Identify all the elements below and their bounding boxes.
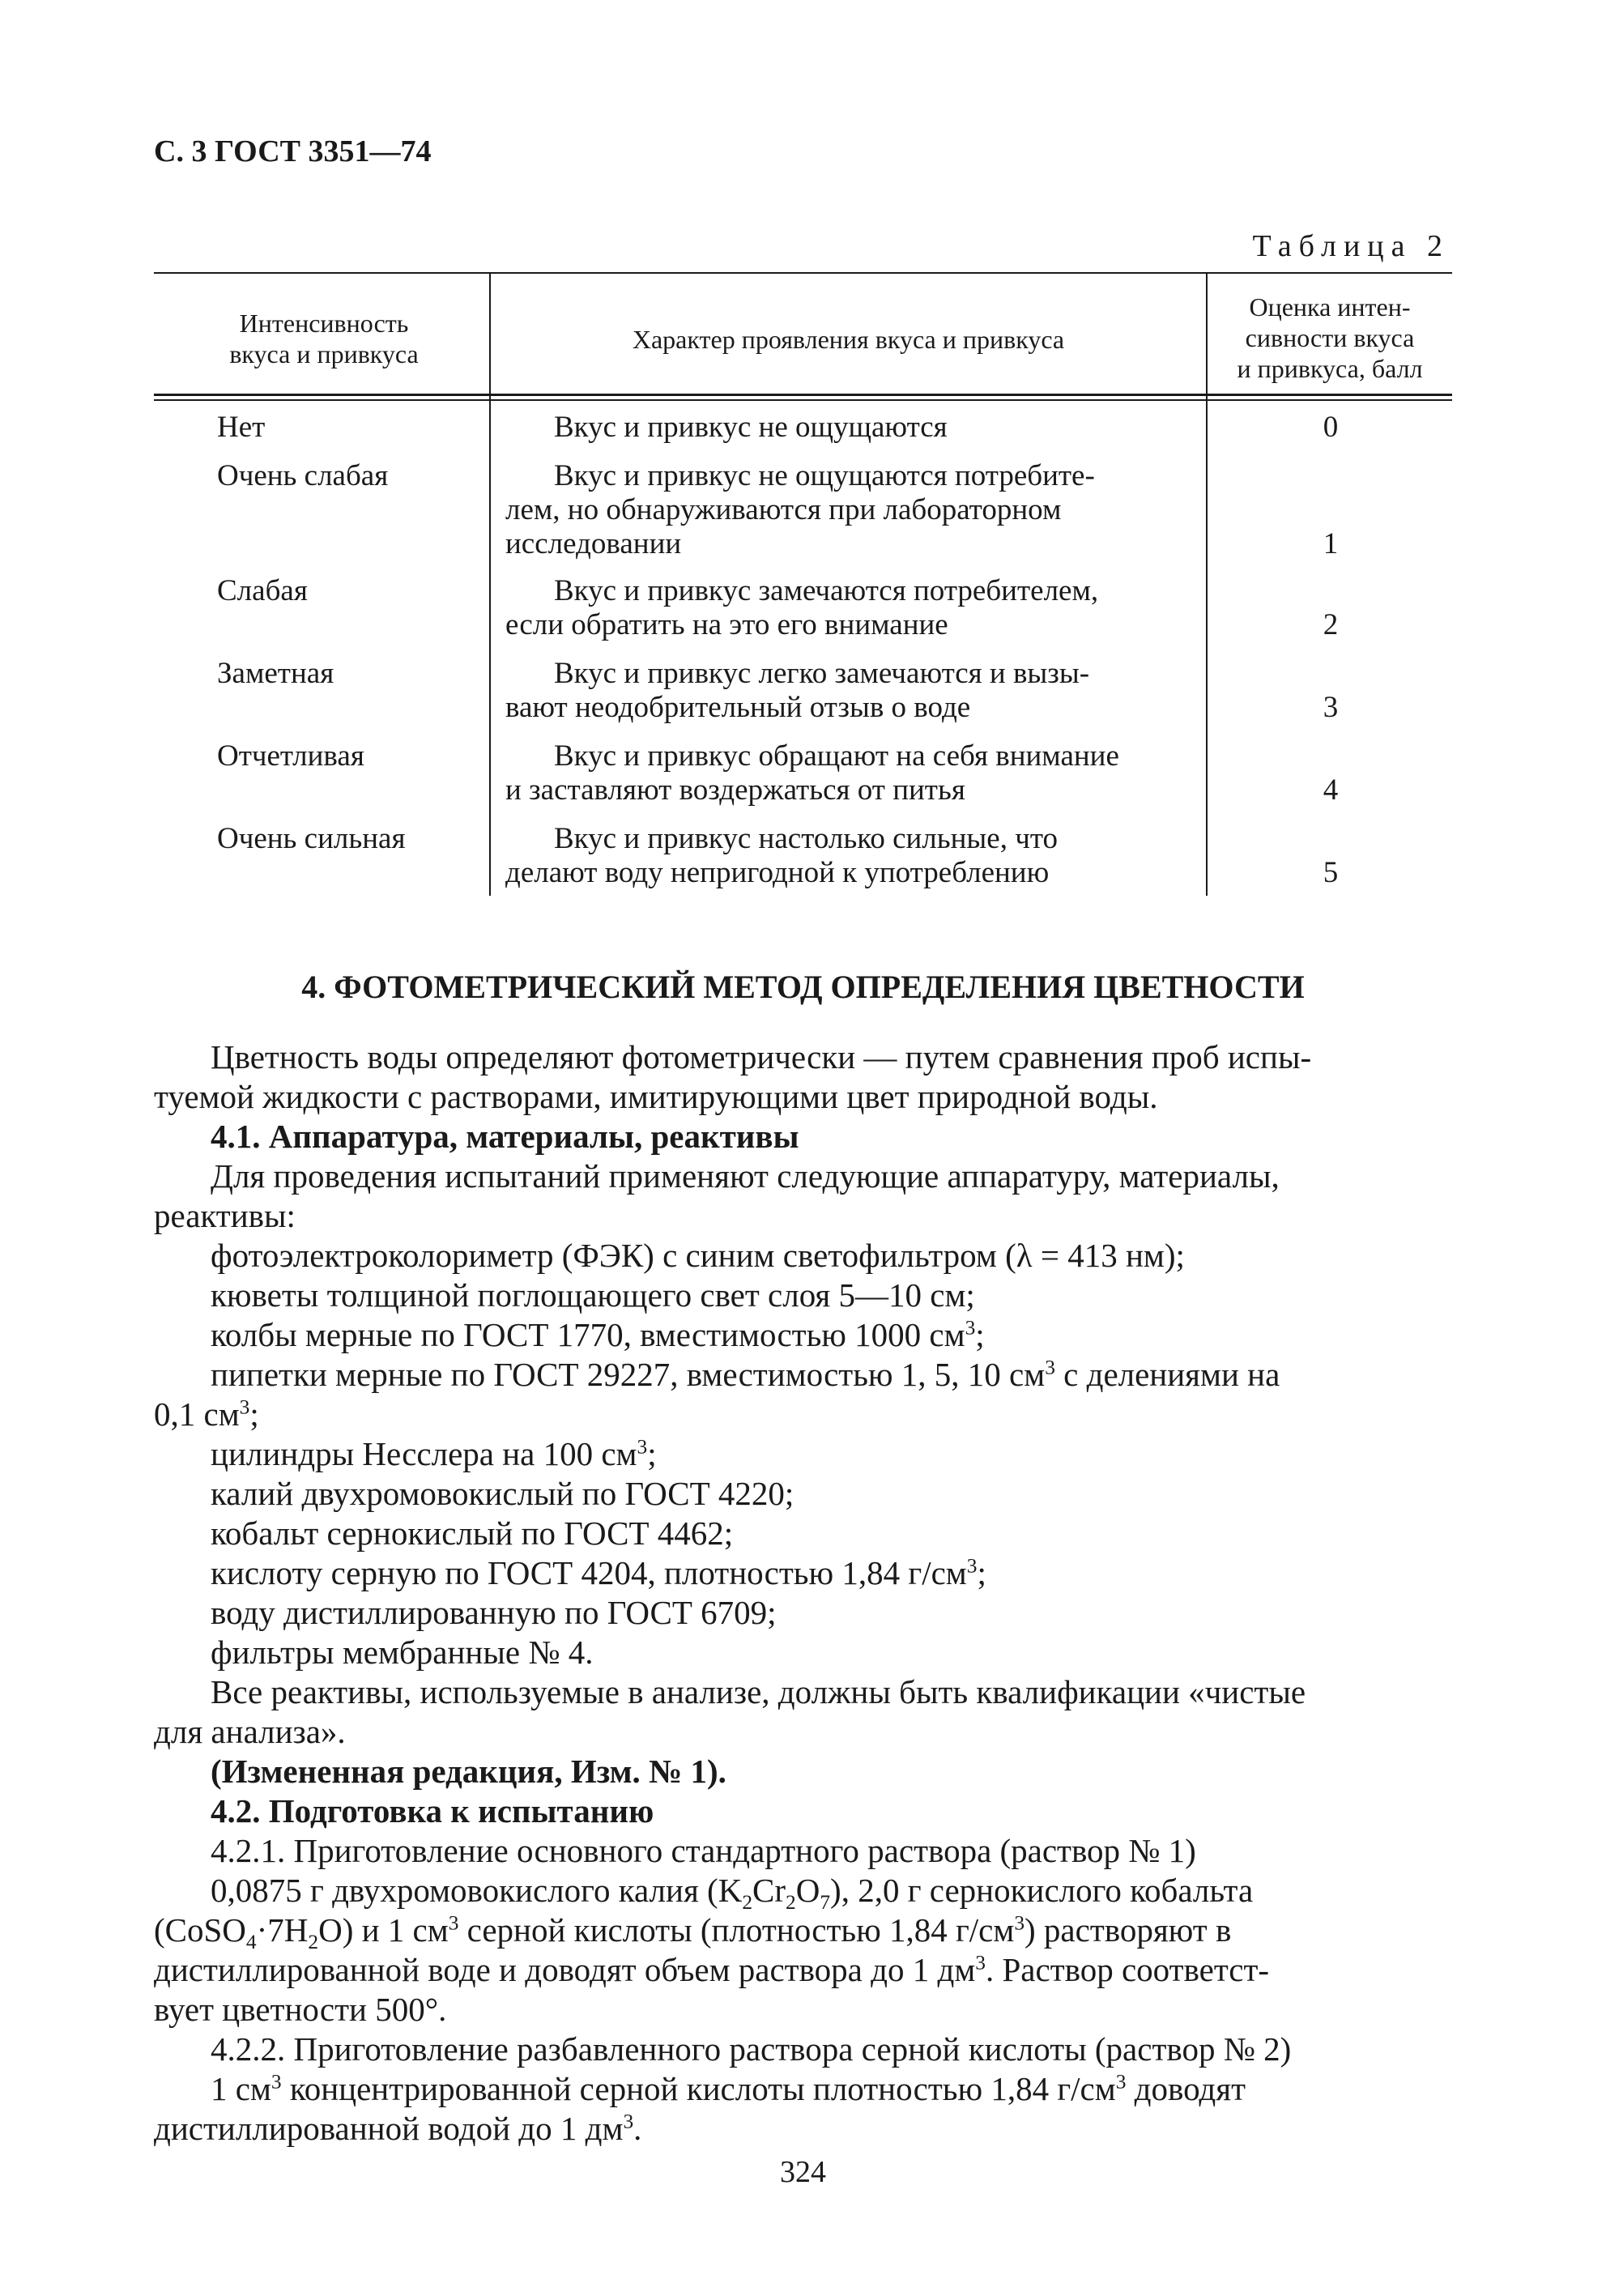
heading-4-2: 4.2. Подготовка к испытанию — [211, 1792, 654, 1830]
list-item: цилиндры Несслера на 100 $см^3$; — [211, 1435, 657, 1472]
row-2-description: Вкус и привкус замечаются потребителем, если обратить на это его внимание — [505, 574, 1099, 641]
row-2-intensity: Слабая — [217, 574, 308, 607]
list-item: кобальт сернокислый по ГОСТ 4462; — [211, 1514, 734, 1552]
table-top-rule — [154, 272, 1452, 274]
row-0-description: Вкус и привкус не ощущаются — [554, 411, 948, 444]
list-item-cont: 0,1 $см^3$; — [154, 1395, 259, 1433]
running-header: С. 3 ГОСТ 3351—74 — [154, 134, 432, 168]
table-caption: Таблица 2 — [1252, 229, 1450, 263]
edition-note: (Измененная редакция, Изм. № 1). — [211, 1753, 726, 1790]
reagents-note-cont: для анализа». — [154, 1713, 346, 1750]
table-header-character: Характер проявления вкуса и привкуса — [632, 325, 1065, 354]
intro-paragraph: Цветность воды определяют фотометрически — путем сравнения проб испы- — [211, 1038, 1312, 1076]
list-item: колбы мерные по ГОСТ 1770, вместимостью 1000 $см^3$; — [211, 1316, 985, 1353]
list-item: фильтры мембранные № 4. — [211, 1634, 594, 1671]
paragraph-4-2-1-title: 4.2.1. Приготовление основного стандартного раствора (раствор № 1) — [211, 1832, 1196, 1869]
row-0-score: 0 — [1323, 411, 1339, 444]
table-header-rule-2 — [154, 399, 1452, 401]
section-title: 4. ФОТОМЕТРИЧЕСКИЙ МЕТОД ОПРЕДЕЛЕНИЯ ЦВЕТНОСТИ — [301, 969, 1305, 1005]
row-1-intensity: Очень слабая — [217, 459, 389, 492]
row-5-description: Вкус и привкус настолько сильные, что делают воду непригодной к употреблению — [505, 822, 1059, 889]
reagents-note: Все реактивы, используемые в анализе, должны быть квалификации «чистые — [211, 1673, 1306, 1710]
row-3-score: 3 — [1323, 691, 1339, 724]
row-3-intensity: Заметная — [217, 657, 334, 690]
paragraph-4-1: Для проведения испытаний применяют следующие аппаратуру, материалы, — [211, 1157, 1280, 1195]
page-number: 324 — [780, 2155, 826, 2189]
heading-4-1: 4.1. Аппаратура, материалы, реактивы — [211, 1118, 799, 1155]
row-4-description: Вкус и привкус обращают на себя внимание и заставляют воздержаться от питья — [505, 739, 1119, 807]
paragraph-4-2-2: 1 $см^3$ концентрированной серной кислоты плотностью 1,84 $г/см^3$ доводят — [211, 2070, 1246, 2107]
intro-paragraph-cont: туемой жидкости с растворами, имитирующими цвет природной воды. — [154, 1078, 1158, 1115]
row-0-intensity: Нет — [217, 411, 266, 444]
list-item: кюветы толщиной поглощающего свет слоя 5—10 см; — [211, 1276, 975, 1314]
list-item: пипетки мерные по ГОСТ 29227, вместимостью 1, 5, 10 $см^3$ с делениями на — [211, 1356, 1280, 1393]
table-header-score: Оценка интен- сивности вкуса и привкуса, балл — [1237, 292, 1423, 383]
row-5-score: 5 — [1323, 856, 1339, 889]
row-4-intensity: Отчетливая — [217, 739, 364, 773]
list-item: кислоту серную по ГОСТ 4204, плотностью 1,84 $г/см^3$; — [211, 1554, 986, 1591]
list-item: воду дистиллированную по ГОСТ 6709; — [211, 1594, 777, 1631]
row-3-description: Вкус и привкус легко замечаются и вызы- вают неодобрительный отзыв о воде — [505, 657, 1090, 724]
list-item: калий двухромовокислый по ГОСТ 4220; — [211, 1475, 794, 1512]
table-header-rule — [154, 394, 1452, 396]
table-header-intensity: Интенсивность вкуса и привкуса — [229, 309, 419, 368]
row-1-score: 1 — [1323, 527, 1339, 560]
paragraph-4-2-1: 0,0875 г двухромовокислого калия $(K_2Cr_2O_7)$, 2,0 г сернокислого кобальта — [211, 1872, 1254, 1915]
paragraph-4-2-1-cont: дистиллированной воде и доводят объем раствора до 1 $дм^3$. Раствор соответст- — [154, 1951, 1270, 1988]
row-1-description: Вкус и привкус не ощущаются потребите- лем, но обнаруживаются при лабораторном исследовании — [505, 459, 1095, 560]
paragraph-4-2-2-title: 4.2.2. Приготовление разбавленного раствора серной кислоты (раствор № 2) — [211, 2030, 1292, 2068]
paragraph-4-1-cont: реактивы: — [154, 1197, 296, 1234]
paragraph-4-2-1-cont: $(CoSO_4\cdot 7H_2O)$ и 1 $см^3$ серной кислоты (плотностью 1,84 $г/см^3$) растворяют в — [154, 1911, 1232, 1954]
row-4-score: 4 — [1323, 773, 1339, 807]
paragraph-4-2-1-cont: вует цветности 500°. — [154, 1991, 447, 2028]
paragraph-4-2-2-cont: дистиллированной водой до 1 $дм^3$. — [154, 2110, 642, 2147]
row-2-score: 2 — [1323, 608, 1339, 641]
row-5-intensity: Очень сильная — [217, 822, 406, 855]
table-col-divider-1 — [489, 272, 491, 896]
list-item: фотоэлектроколориметр (ФЭК) с синим светофильтром (λ = 413 нм); — [211, 1237, 1185, 1274]
